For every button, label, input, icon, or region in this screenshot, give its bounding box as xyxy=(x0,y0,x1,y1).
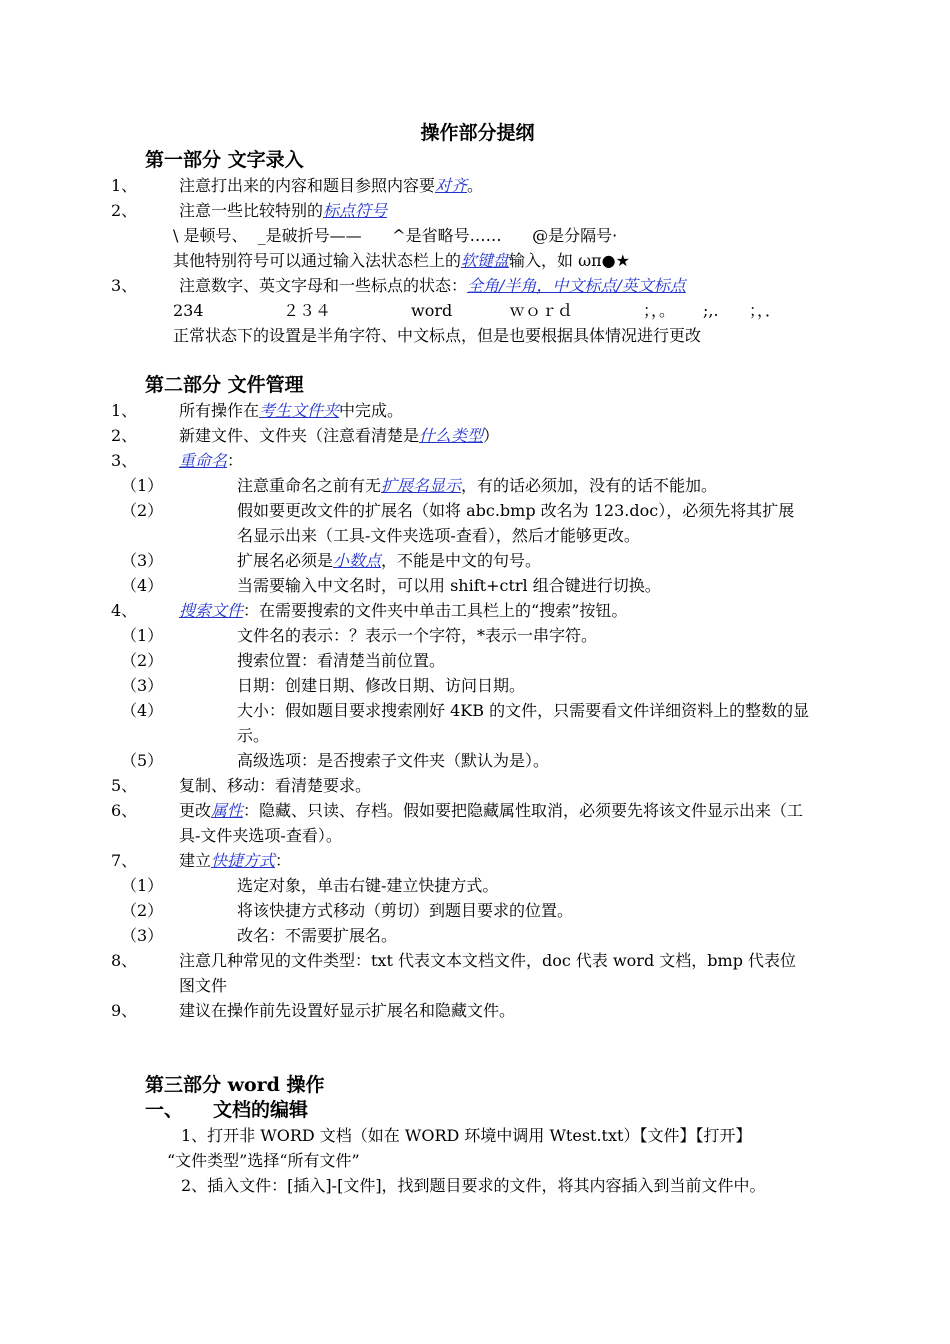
sample-7: ；，． xyxy=(749,301,782,320)
part2-item-9: 9、 建议在操作前先设置好显示扩展名和隐藏文件。 xyxy=(111,1001,516,1020)
part3-para-2: “文件类型”选择“所有文件” xyxy=(167,1151,360,1170)
link-shortcut[interactable]: 快捷方式 xyxy=(211,851,276,870)
link-extension-display[interactable]: 扩展名显示 xyxy=(381,476,462,495)
part3-para-1: 1、打开非 WORD 文档（如在 WORD 环境中调用 Wtest.txt）【文件】【打开】 xyxy=(181,1126,752,1145)
part1-item-2: 2、 注意一些比较特别的标点符号 xyxy=(111,201,388,220)
link-candidate-folder[interactable]: 考生文件夹 xyxy=(259,401,340,420)
link-rename[interactable]: 重命名 xyxy=(179,451,228,470)
part2-item-4: 4、 搜索文件：在需要搜索的文件夹中单击工具栏上的“搜索”按钮。 xyxy=(111,601,628,620)
sample-2: ２３４ xyxy=(283,301,332,320)
link-width-state[interactable]: 全角/半角，中文标点/英文标点 xyxy=(467,276,686,295)
samples-row xyxy=(145,298,810,323)
part2-item-2: 2、 新建文件、文件夹（注意看清楚是什么类型） xyxy=(111,426,500,445)
rename-sub-2: （2） 假如要更改文件的扩展名（如将 abc.bmp 改名为 123.doc），必须先将其扩展名显示出来（工具-文件夹选项-查看），然后才能够更改。 xyxy=(121,501,795,545)
part2-item-8: 8、 注意几种常见的文件类型：txt 代表文本文档文件，doc 代表 word 文档，bmp 代表位图文件 xyxy=(111,951,797,995)
search-sub-4: （4） 大小：假如题目要求搜索刚好 4KB 的文件，只需要看文件详细资料上的整数的显示。 xyxy=(121,701,810,745)
link-soft-keyboard[interactable]: 软键盘 xyxy=(461,251,510,270)
part1-item-1: 1、 注意打出来的内容和题目参照内容要对齐。 xyxy=(111,176,484,195)
sample-4: ｗｏｒｄ xyxy=(509,301,574,320)
search-sub-5: （5） 高级选项：是否搜索子文件夹（默认为是）。 xyxy=(121,751,550,770)
part2-heading: 第二部分 文件管理 xyxy=(145,374,304,396)
part2-item-3: 3、 重命名： xyxy=(111,451,244,470)
document-page xyxy=(111,120,810,1198)
link-search-files[interactable]: 搜索文件 xyxy=(179,601,244,620)
shortcut-sub-2: （2） 将该快捷方式移动（剪切）到题目要求的位置。 xyxy=(121,901,574,920)
sample-1: 234 xyxy=(173,301,204,320)
sample-5: ；，。 xyxy=(643,301,676,320)
part3-heading: 第三部分 word 操作 xyxy=(145,1074,325,1096)
normal-state-note: 正常状态下的设置是半角字符、中文标点，但是也要根据具体情况进行更改 xyxy=(173,326,702,345)
part3-subheading: 一、 文档的编辑 xyxy=(145,1099,309,1121)
part2-item-6: 6、 更改属性：隐藏、只读、存档。假如要把隐藏属性取消，必须要先将该文件显示出来（工具-文件夹选项-查看）。 xyxy=(111,801,804,845)
part1-heading: 第一部分 文字录入 xyxy=(145,149,304,171)
document-title: 操作部分提纲 xyxy=(420,122,535,144)
rename-sub-3: （3） 扩展名必须是小数点，不能是中文的句号。 xyxy=(121,551,542,570)
sample-6: ;,. xyxy=(703,301,719,320)
link-punctuation[interactable]: 标点符号 xyxy=(323,201,388,220)
part1-item-3: 3、 注意数字、英文字母和一些标点的状态：全角/半角，中文标点/英文标点 xyxy=(111,276,686,295)
link-what-type[interactable]: 什么类型 xyxy=(419,426,484,445)
link-decimal-point[interactable]: 小数点 xyxy=(333,551,382,570)
search-sub-2: （2） 搜索位置：看清楚当前位置。 xyxy=(121,651,446,670)
part3-para-3: 2、插入文件：[插入]-[文件]，找到题目要求的文件，将其内容插入到当前文件中。 xyxy=(181,1176,766,1195)
symbols-line: \ 是顿号、 _是破折号—— ^是省略号…… @是分隔号· xyxy=(173,226,618,245)
link-align[interactable]: 对齐 xyxy=(435,176,468,195)
special-symbols-line: 其他特别符号可以通过输入法状态栏上的软键盘输入，如 ωπ●★ xyxy=(173,251,630,270)
shortcut-sub-3: （3） 改名：不需要扩展名。 xyxy=(121,926,398,945)
search-sub-1: （1） 文件名的表示：？表示一个字符，*表示一串字符。 xyxy=(121,626,598,645)
part2-item-5: 5、 复制、移动：看清楚要求。 xyxy=(111,776,372,795)
part2-item-1: 1、 所有操作在考生文件夹中完成。 xyxy=(111,401,404,420)
rename-sub-1: （1） 注意重命名之前有无扩展名显示，有的话必须加，没有的话不能加。 xyxy=(121,476,718,495)
link-attributes[interactable]: 属性 xyxy=(211,801,244,820)
sample-3: word xyxy=(411,301,453,320)
search-sub-3: （3） 日期：创建日期、修改日期、访问日期。 xyxy=(121,676,526,695)
shortcut-sub-1: （1） 选定对象，单击右键-建立快捷方式。 xyxy=(121,876,499,895)
rename-sub-4: （4） 当需要输入中文名时，可以用 shift+ctrl 组合键进行切换。 xyxy=(121,576,661,595)
part2-item-7: 7、 建立快捷方式： xyxy=(111,851,292,870)
